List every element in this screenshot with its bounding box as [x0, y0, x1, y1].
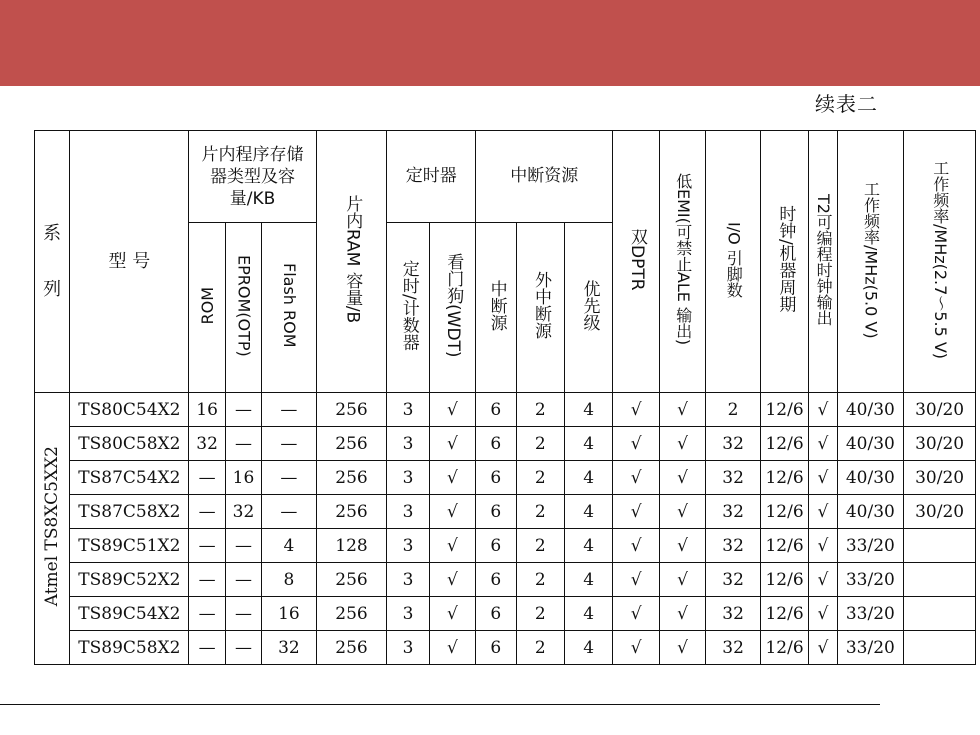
header-series — [35, 131, 70, 393]
header-freq-27v — [904, 131, 976, 393]
model-cell: TS87C58X2 — [70, 495, 189, 529]
cell-emi: √ — [659, 393, 705, 427]
cell-t2: √ — [809, 529, 837, 563]
cell-ram: 256 — [316, 427, 387, 461]
cell-int: 6 — [476, 563, 516, 597]
cell-emi: √ — [659, 529, 705, 563]
cell-timer: 3 — [387, 597, 429, 631]
header-row-groups — [35, 131, 976, 223]
cell-wdt: √ — [429, 427, 475, 461]
cell-pri: 4 — [564, 495, 612, 529]
cell-dptr: √ — [613, 461, 659, 495]
cell-rom: — — [189, 461, 225, 495]
header-ram — [316, 131, 387, 393]
table-row — [35, 529, 976, 563]
header-clock-label: 时钟/机器周期 — [775, 205, 796, 313]
cell-int: 6 — [476, 393, 516, 427]
cell-clk: 12/6 — [760, 461, 808, 495]
cell-ext: 2 — [516, 529, 564, 563]
cell-eprom: — — [225, 393, 261, 427]
cell-f27 — [904, 563, 976, 597]
cell-pri: 4 — [564, 393, 612, 427]
header-series-char-1: 系 — [43, 222, 62, 244]
table-continuation-caption: 续表二 — [815, 92, 878, 116]
cell-t2: √ — [809, 495, 837, 529]
cell-pri: 4 — [564, 529, 612, 563]
cell-emi: √ — [659, 631, 705, 665]
header-freq-5v — [837, 131, 904, 393]
header-t2-clock — [809, 131, 837, 393]
cell-f50: 40/30 — [837, 427, 904, 461]
header-ext-int — [516, 223, 564, 393]
cell-flash: 16 — [262, 597, 317, 631]
cell-flash: — — [262, 495, 317, 529]
cell-io: 32 — [706, 631, 761, 665]
cell-io: 2 — [706, 393, 761, 427]
cell-eprom: — — [225, 631, 261, 665]
cell-pri: 4 — [564, 597, 612, 631]
cell-eprom: — — [225, 597, 261, 631]
cell-f50: 33/20 — [837, 631, 904, 665]
cell-io: 32 — [706, 597, 761, 631]
cell-t2: √ — [809, 427, 837, 461]
cell-flash: — — [262, 393, 317, 427]
cell-flash: — — [262, 461, 317, 495]
cell-timer: 3 — [387, 461, 429, 495]
cell-pri: 4 — [564, 461, 612, 495]
cell-f50: 33/20 — [837, 529, 904, 563]
cell-io: 32 — [706, 563, 761, 597]
cell-rom: — — [189, 495, 225, 529]
header-timer-group: 定时器 — [387, 131, 476, 223]
cell-dptr: √ — [613, 427, 659, 461]
cell-ext: 2 — [516, 427, 564, 461]
cell-emi: √ — [659, 427, 705, 461]
cell-timer: 3 — [387, 529, 429, 563]
series-label: Atmel TS8XC5XX2 — [42, 445, 63, 607]
cell-eprom: — — [225, 529, 261, 563]
header-t2-clock-label: T2可编程时钟输出 — [814, 193, 834, 326]
header-int-sources-label: 中断源 — [486, 279, 507, 331]
cell-emi: √ — [659, 597, 705, 631]
cell-flash: 8 — [262, 563, 317, 597]
cell-ram: 256 — [316, 631, 387, 665]
microcontroller-spec-table — [34, 130, 976, 665]
model-cell: TS89C58X2 — [70, 631, 189, 665]
cell-flash: — — [262, 427, 317, 461]
cell-clk: 12/6 — [760, 563, 808, 597]
cell-ram: 256 — [316, 461, 387, 495]
cell-wdt: √ — [429, 597, 475, 631]
header-wdt-label: 看门狗(WDT) — [443, 252, 464, 358]
header-io-pins-label: I/O 引脚数 — [724, 221, 744, 298]
header-eprom — [225, 223, 261, 393]
cell-wdt: √ — [429, 461, 475, 495]
header-model: 型 号 — [70, 131, 189, 393]
cell-f27: 30/20 — [904, 461, 976, 495]
cell-wdt: √ — [429, 563, 475, 597]
header-clock — [760, 131, 808, 393]
cell-wdt: √ — [429, 529, 475, 563]
cell-io: 32 — [706, 461, 761, 495]
header-memory-group — [189, 131, 316, 223]
header-freq-5v-label: 工作频率/MHz(5.0 V) — [861, 180, 881, 339]
header-low-emi-label: 低EMI(可禁止ALE 输出) — [673, 173, 693, 346]
cell-ram: 256 — [316, 495, 387, 529]
table-row — [35, 495, 976, 529]
cell-timer: 3 — [387, 393, 429, 427]
cell-dptr: √ — [613, 529, 659, 563]
cell-pri: 4 — [564, 427, 612, 461]
cell-clk: 12/6 — [760, 631, 808, 665]
cell-ext: 2 — [516, 393, 564, 427]
cell-ram: 256 — [316, 393, 387, 427]
cell-int: 6 — [476, 427, 516, 461]
cell-ram: 256 — [316, 563, 387, 597]
header-freq-27v-label: 工作频率/MHz(2.7～5.5 V) — [930, 159, 950, 360]
cell-emi: √ — [659, 563, 705, 597]
cell-t2: √ — [809, 563, 837, 597]
header-dual-dptr-label: 双DPTR — [626, 227, 647, 291]
cell-dptr: √ — [613, 631, 659, 665]
cell-ext: 2 — [516, 597, 564, 631]
cell-f50: 40/30 — [837, 393, 904, 427]
cell-eprom: — — [225, 427, 261, 461]
cell-flash: 4 — [262, 529, 317, 563]
header-io-pins — [706, 131, 761, 393]
cell-io: 32 — [706, 495, 761, 529]
cell-t2: √ — [809, 597, 837, 631]
cell-rom: — — [189, 563, 225, 597]
cell-rom: 16 — [189, 393, 225, 427]
cell-clk: 12/6 — [760, 393, 808, 427]
cell-f27: 30/20 — [904, 495, 976, 529]
cell-f50: 33/20 — [837, 597, 904, 631]
header-flash — [262, 223, 317, 393]
table-row — [35, 631, 976, 665]
cell-dptr: √ — [613, 563, 659, 597]
header-dual-dptr — [613, 131, 659, 393]
cell-int: 6 — [476, 495, 516, 529]
header-priority-label: 优先级 — [579, 279, 600, 331]
cell-eprom: 32 — [225, 495, 261, 529]
table-row — [35, 427, 976, 461]
cell-eprom: — — [225, 563, 261, 597]
cell-int: 6 — [476, 529, 516, 563]
cell-dptr: √ — [613, 597, 659, 631]
cell-t2: √ — [809, 393, 837, 427]
header-int-sources — [476, 223, 516, 393]
header-timer-counter-label: 定时/计数器 — [398, 259, 419, 351]
header-eprom-label: EPROM(OTP) — [234, 254, 254, 357]
header-rom-label: ROM — [197, 286, 217, 325]
cell-eprom: 16 — [225, 461, 261, 495]
header-rom — [189, 223, 225, 393]
cell-wdt: √ — [429, 495, 475, 529]
header-timer-counter — [387, 223, 429, 393]
table-row — [35, 461, 976, 495]
model-cell: TS89C51X2 — [70, 529, 189, 563]
cell-ext: 2 — [516, 461, 564, 495]
cell-io: 32 — [706, 529, 761, 563]
cell-f50: 40/30 — [837, 461, 904, 495]
header-ext-int-label: 外中断源 — [531, 271, 552, 339]
cell-dptr: √ — [613, 393, 659, 427]
cell-timer: 3 — [387, 427, 429, 461]
cell-rom: — — [189, 529, 225, 563]
cell-clk: 12/6 — [760, 427, 808, 461]
cell-f27 — [904, 631, 976, 665]
model-cell: TS89C54X2 — [70, 597, 189, 631]
header-series-char-2: 列 — [43, 278, 62, 300]
cell-f27: 30/20 — [904, 393, 976, 427]
table-row — [35, 563, 976, 597]
cell-emi: √ — [659, 495, 705, 529]
cell-f27 — [904, 529, 976, 563]
header-ram-label: 片内RAM 容量/B — [342, 194, 363, 324]
header-low-emi — [659, 131, 705, 393]
cell-ram: 256 — [316, 597, 387, 631]
header-priority — [564, 223, 612, 393]
cell-rom: — — [189, 631, 225, 665]
cell-clk: 12/6 — [760, 597, 808, 631]
cell-f27: 30/20 — [904, 427, 976, 461]
header-wdt — [429, 223, 475, 393]
header-flash-label: Flash ROM — [280, 263, 300, 348]
footer-rule — [0, 704, 880, 705]
cell-wdt: √ — [429, 631, 475, 665]
cell-pri: 4 — [564, 563, 612, 597]
cell-int: 6 — [476, 461, 516, 495]
cell-ext: 2 — [516, 495, 564, 529]
cell-f50: 33/20 — [837, 563, 904, 597]
cell-wdt: √ — [429, 393, 475, 427]
model-cell: TS80C54X2 — [70, 393, 189, 427]
cell-pri: 4 — [564, 631, 612, 665]
cell-t2: √ — [809, 461, 837, 495]
cell-f50: 40/30 — [837, 495, 904, 529]
cell-clk: 12/6 — [760, 495, 808, 529]
cell-rom: 32 — [189, 427, 225, 461]
header-memory-group-label: 片内程序存储器类型及容量/KB — [201, 144, 304, 209]
series-cell — [35, 393, 70, 665]
header-banner — [0, 0, 980, 86]
cell-f27 — [904, 597, 976, 631]
table-row — [35, 393, 976, 427]
cell-int: 6 — [476, 597, 516, 631]
cell-int: 6 — [476, 631, 516, 665]
cell-ram: 128 — [316, 529, 387, 563]
cell-timer: 3 — [387, 495, 429, 529]
cell-timer: 3 — [387, 563, 429, 597]
cell-clk: 12/6 — [760, 529, 808, 563]
cell-flash: 32 — [262, 631, 317, 665]
cell-emi: √ — [659, 461, 705, 495]
cell-t2: √ — [809, 631, 837, 665]
cell-ext: 2 — [516, 563, 564, 597]
model-cell: TS87C54X2 — [70, 461, 189, 495]
model-cell: TS80C58X2 — [70, 427, 189, 461]
cell-timer: 3 — [387, 631, 429, 665]
table-row — [35, 597, 976, 631]
header-interrupt-group: 中断资源 — [476, 131, 613, 223]
cell-io: 32 — [706, 427, 761, 461]
cell-ext: 2 — [516, 631, 564, 665]
cell-dptr: √ — [613, 495, 659, 529]
cell-rom: — — [189, 597, 225, 631]
model-cell: TS89C52X2 — [70, 563, 189, 597]
